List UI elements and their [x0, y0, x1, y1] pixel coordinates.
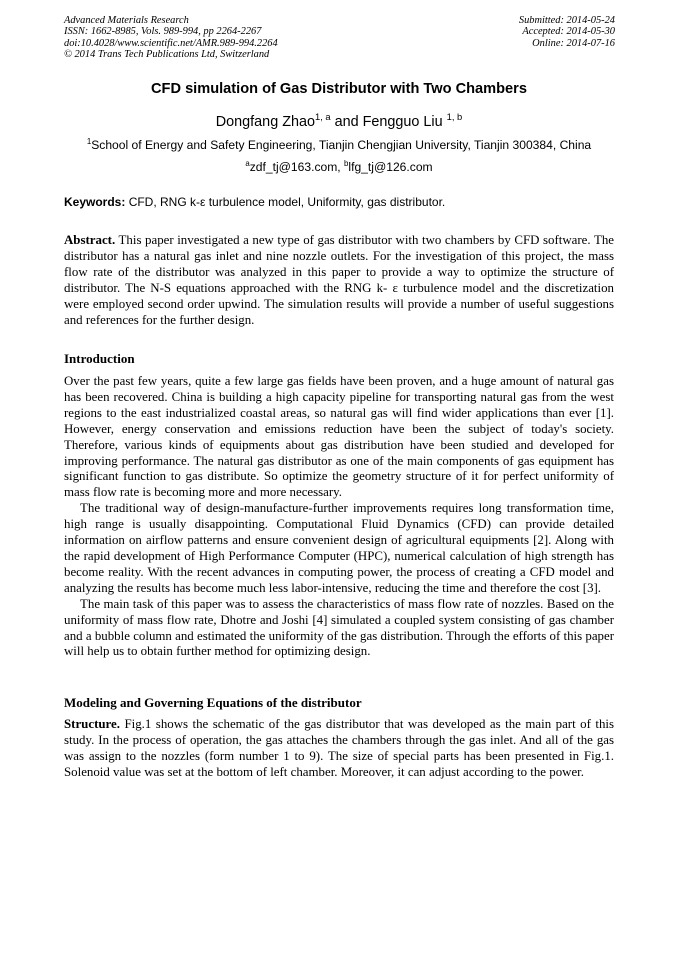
doi-line: doi:10.4028/www.scientific.net/AMR.989-994.2264	[64, 37, 278, 49]
email-superscript: b	[344, 158, 349, 168]
author-name: Fengguo Liu	[362, 114, 447, 130]
introduction-body	[64, 374, 614, 660]
paragraph: The traditional way of design-manufacture-further improvements requires long transformation time, high range is usually disappointing. Computational Fluid Dynamics (CFD) can provide detailed information on airflow patterns and ensure convenient design of agricultural equipments [2]. Along with the rapid development of High Performance Computer (HPC), numerical calculation of high strength has become reality. With the recent advances in computing power, the process of creating a CFD model and analyzing the results has become much less labor-intensive, reducing the time and therefore the cost [3].	[64, 501, 614, 595]
author-conjunction: and	[330, 114, 363, 130]
author-name: Dongfang Zhao	[215, 114, 315, 130]
keywords-label: Keywords:	[64, 195, 129, 209]
email-line	[0, 159, 678, 175]
issn-line: ISSN: 1662-8985, Vols. 989-994, pp 2264-2267	[64, 26, 262, 38]
email-address: lfg_tj@126.com	[348, 160, 433, 174]
author-superscript: 1, a	[315, 112, 331, 123]
paragraph: The main task of this paper was to assess the characteristics of mass flow rate of nozzles. Based on the uniformity of mass flow rate, Dhotre and Joshi [4] simulated a coupled system consisting of gas chamber and a bubble column and estimated the uniformity of the gas distribution. Through the efforts of this paper will help us to obtain further method for optimizing design.	[64, 596, 614, 659]
paragraph: Over the past few years, quite a few large gas fields have been proven, and a huge amount of natural gas has been recovered. China is building a high capacity pipeline for transporting natural gas from the west regions to the east industrialized coastal areas, so natural gas will find wider applications than ever [1]. However, energy conservation and emissions reduction have been the subject of today's society. Therefore, various kinds of equipments about gas distribution have been studied and developed for improving performance. The natural gas distributor as one of the main components of gas equipment has significant function to gas distribute. So optimize the geometry structure of it for perfect uniformity of mass flow rate is becoming more and more necessary.	[64, 374, 614, 500]
email-superscript: a	[245, 158, 250, 168]
online-date: Online: 2014-07-16	[532, 37, 615, 49]
dates-info	[355, 15, 615, 49]
author-superscript: 1, b	[446, 112, 463, 123]
keywords	[64, 195, 619, 210]
structure-label: Structure.	[64, 717, 120, 731]
accepted-date: Accepted: 2014-05-30	[522, 26, 615, 38]
structure-text: Fig.1 shows the schematic of the gas distributor that was developed as the main part of this study. In the process of operation, the gas attaches the chambers through the gas inlet. And all of the gas was assign to the nozzles (form number 1 to 9). The size of special parts has been presented in Fig.1. Solenoid value was set at the bottom of left chamber. Moreover, it can adjust according to the power.	[64, 717, 614, 779]
abstract-label: Abstract.	[64, 233, 116, 247]
paper-title: CFD simulation of Gas Distributor with Two Chambers	[151, 81, 527, 97]
affiliation-text: School of Energy and Safety Engineering, Tianjin Chengjian University, Tianjin 300384, China	[91, 138, 592, 152]
copyright-line: © 2014 Trans Tech Publications Ltd, Switzerland	[64, 49, 270, 61]
abstract-text: This paper investigated a new type of gas distributor with two chambers by CFD software. The distributor has a natural gas inlet and nine nozzle outlets. For the investigation of this project, the mass flow rate of the distributor was analyzed in this paper to provide a way to optimize the structure of distributor. The N-S equations approached with the RNG k- ε turbulence model and the discretization were employed second order upwind. The simulation results will provide a number of useful suggestions and references for the further design.	[64, 233, 614, 327]
section-heading: Introduction	[64, 351, 135, 366]
email-address: zdf_tj@163.com,	[249, 160, 345, 174]
keywords-text: CFD, RNG k-ε turbulence model, Uniformity, gas distributor.	[128, 195, 446, 209]
affiliation	[0, 137, 678, 153]
section-heading: Modeling and Governing Equations of the distributor	[64, 695, 362, 710]
journal-name: Advanced Materials Research	[64, 15, 189, 26]
submitted-date: Submitted: 2014-05-24	[518, 15, 615, 26]
affiliation-superscript: 1	[86, 136, 92, 146]
author-line	[0, 113, 678, 131]
journal-info	[64, 15, 364, 61]
abstract	[64, 233, 614, 328]
structure-paragraph	[64, 717, 614, 781]
